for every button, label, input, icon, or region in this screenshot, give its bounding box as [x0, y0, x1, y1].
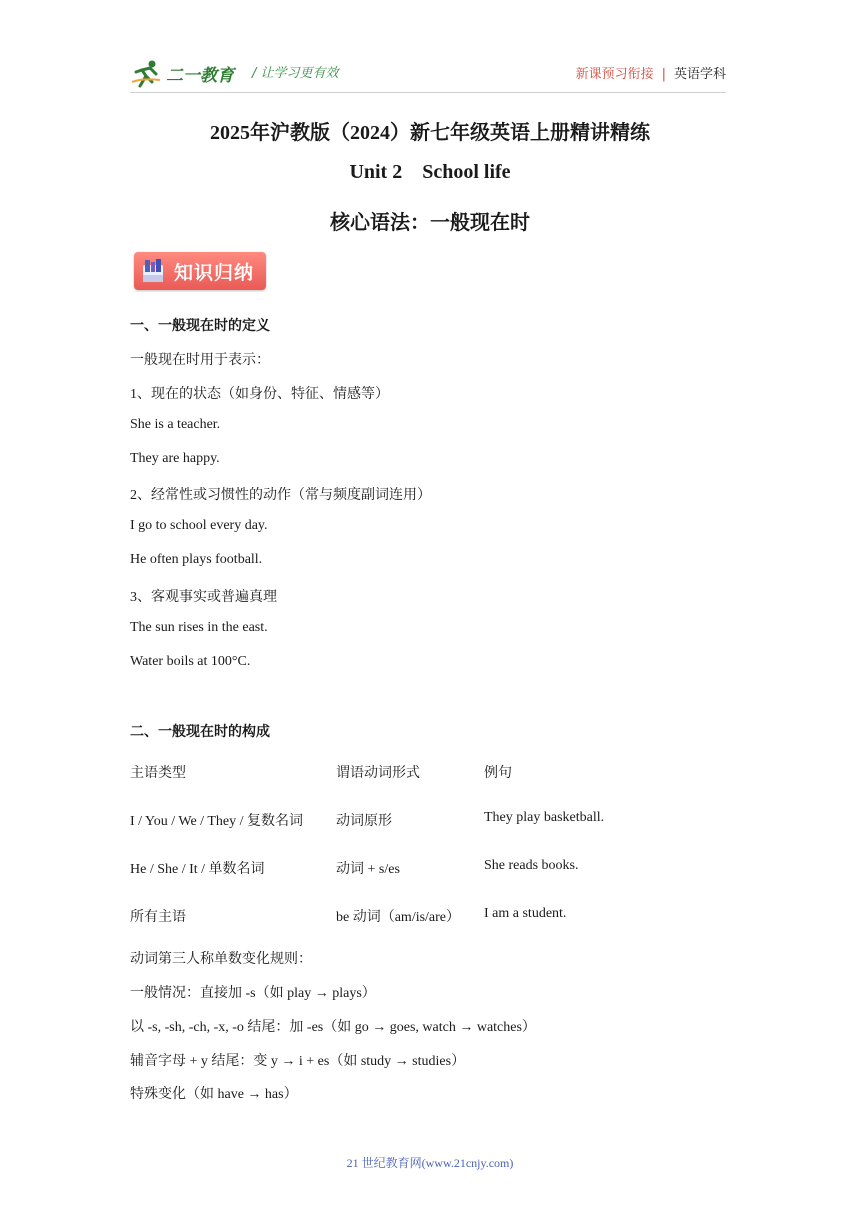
page-header — [130, 56, 726, 93]
runner-logo-icon — [130, 58, 164, 88]
rule-line: 一般情况：直接加 -s（如 play → plays） — [130, 986, 376, 1001]
header-separator: | — [661, 67, 666, 82]
rule-line: 以 -s, -sh, -ch, -x, -o 结尾：加 -es（如 go → goes, watch → watches） — [130, 1020, 536, 1035]
logo — [130, 58, 234, 88]
table-header-cell: 主语类型 — [130, 766, 186, 781]
table-cell: I / You / We / They / 复数名词 — [130, 814, 303, 829]
rule-line: 辅音字母 + y 结尾：变 y → i + es（如 study → studies） — [130, 1054, 466, 1069]
header-course-label: 新课预习衔接 — [575, 67, 654, 82]
unit-title: Unit 2 School life — [349, 161, 511, 183]
document-title: 2025年沪教版（2024）新七年级英语上册精讲精练 — [210, 122, 650, 144]
header-right — [576, 63, 726, 82]
paragraph-line: 1、现在的状态（如身份、特征、情感等） — [130, 387, 389, 402]
table-cell: 动词原形 — [336, 814, 392, 829]
rule-line: 动词第三人称单数变化规则： — [130, 952, 312, 967]
table-cell: I am a student. — [484, 906, 567, 921]
example-sentence: She is a teacher. — [130, 417, 221, 432]
section-heading: 二、一般现在时的构成 — [130, 725, 270, 740]
table-cell: 动词 + s/es — [336, 862, 400, 877]
section-heading: 一、一般现在时的定义 — [130, 319, 270, 334]
paragraph-line: 3、客观事实或普遍真理 — [130, 590, 277, 605]
page-footer: 21 世纪教育网(www.21cnjy.com) — [346, 1156, 514, 1170]
book-icon — [140, 257, 166, 285]
table-cell: They play basketball. — [484, 810, 605, 825]
table-cell: be 动词（am/is/are） — [336, 910, 461, 925]
logo-text: 二一教育 — [166, 65, 234, 86]
example-sentence: The sun rises in the east. — [130, 620, 268, 635]
table-header-cell: 谓语动词形式 — [336, 766, 420, 781]
header-subject-label: 英语学科 — [673, 67, 726, 82]
slogan: / 让学习更有效 — [252, 66, 339, 81]
paragraph-line: 一般现在时用于表示： — [130, 353, 270, 368]
paragraph-line: 2、经常性或习惯性的动作（常与频度副词连用） — [130, 488, 431, 503]
topic-title: 核心语法：一般现在时 — [330, 212, 530, 234]
badge-label: 知识归纳 — [174, 261, 255, 284]
table-cell: 所有主语 — [130, 910, 186, 925]
knowledge-summary-badge — [134, 252, 266, 290]
table-cell: He / She / It / 单数名词 — [130, 862, 265, 877]
table-header-cell: 例句 — [484, 766, 512, 781]
example-sentence: I go to school every day. — [130, 518, 268, 533]
example-sentence: Water boils at 100°C. — [130, 654, 251, 669]
example-sentence: They are happy. — [130, 451, 220, 466]
table-cell: She reads books. — [484, 858, 579, 873]
example-sentence: He often plays football. — [130, 552, 263, 567]
rule-line: 特殊变化（如 have → has） — [130, 1087, 298, 1102]
